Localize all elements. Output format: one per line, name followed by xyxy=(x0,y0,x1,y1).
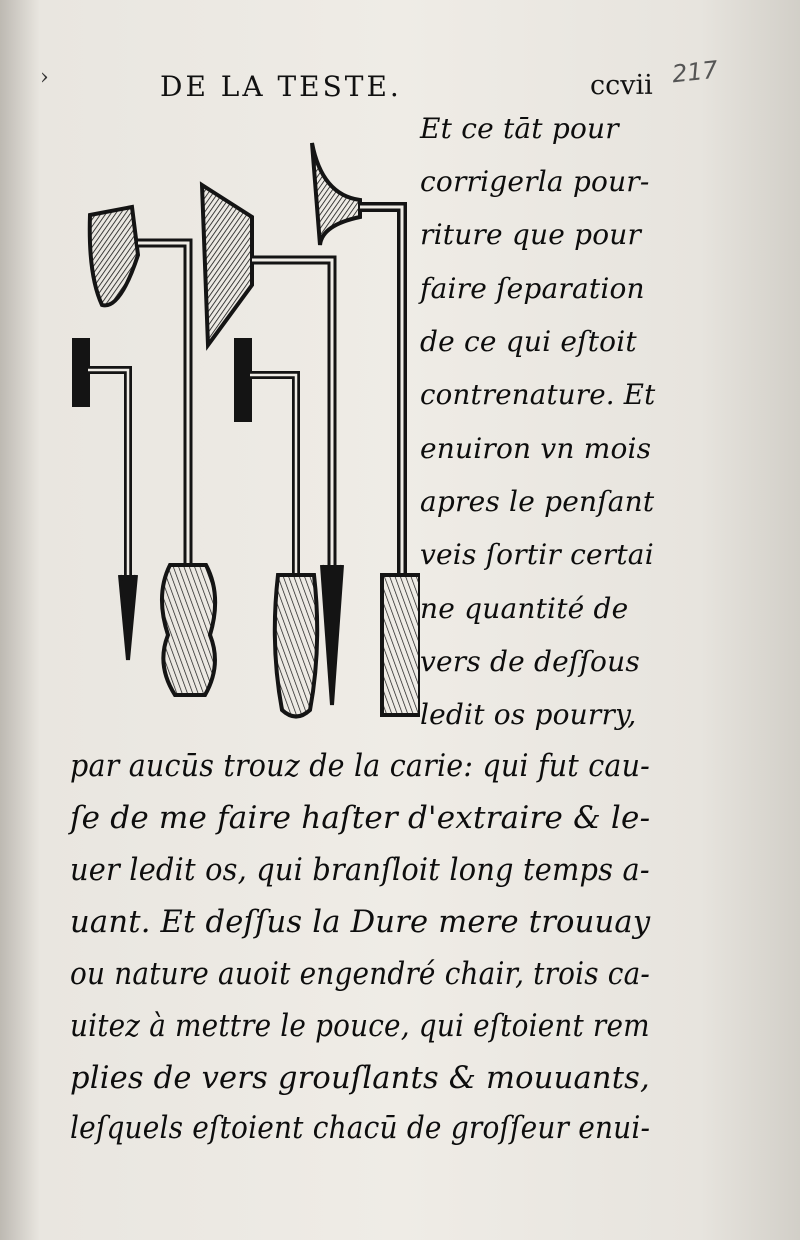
folio-number: ccvii xyxy=(590,70,653,101)
text-line: corrigerla pour- xyxy=(420,165,650,198)
text-line: uitez à mettre le pouce, qui eſtoient rem xyxy=(70,1008,650,1044)
text-line: ſe de me faire haſter d'extraire & le- xyxy=(70,800,651,836)
cautery-iron-shield xyxy=(90,207,215,695)
text-line: ou nature auoit engendré chair, trois ca- xyxy=(70,956,651,992)
text-line: uant. Et deſſus la Dure mere trouuay xyxy=(70,904,651,940)
surgical-instruments-woodcut xyxy=(60,125,420,725)
cautery-iron-blade xyxy=(202,185,342,705)
text-line: de ce qui eſtoit xyxy=(420,325,637,358)
text-line: leſquels eſtoient chacū de groſſeur enui- xyxy=(70,1110,651,1146)
text-line: plies de vers grouſlants & mouuants, xyxy=(70,1060,650,1096)
text-line: contrenature. Et xyxy=(420,378,656,411)
text-line: veis ſortir certai xyxy=(420,538,654,571)
text-line: ledit os pourry, xyxy=(420,698,637,731)
text-line: uer ledit os, qui branſloit long temps a- xyxy=(70,852,650,888)
cautery-iron-small-1 xyxy=(74,340,136,660)
cautery-iron-small-2 xyxy=(236,340,317,717)
text-line: par aucūs trouz de la carie: qui fut cau- xyxy=(70,748,650,784)
running-head: DE LA TESTE. xyxy=(160,70,402,103)
text-line: Et ce tāt pour xyxy=(420,112,619,145)
pencil-folio-note: 217 xyxy=(670,55,720,89)
text-line: faire ſeparation xyxy=(420,272,645,305)
text-line: apres le penſant xyxy=(420,485,655,518)
text-line: enuiron vn mois xyxy=(420,432,652,465)
text-line: ne quantité de xyxy=(420,592,629,625)
text-line: riture que pour xyxy=(420,218,642,251)
margin-mark: › xyxy=(40,65,49,90)
text-line: vers de deſſous xyxy=(420,645,640,678)
